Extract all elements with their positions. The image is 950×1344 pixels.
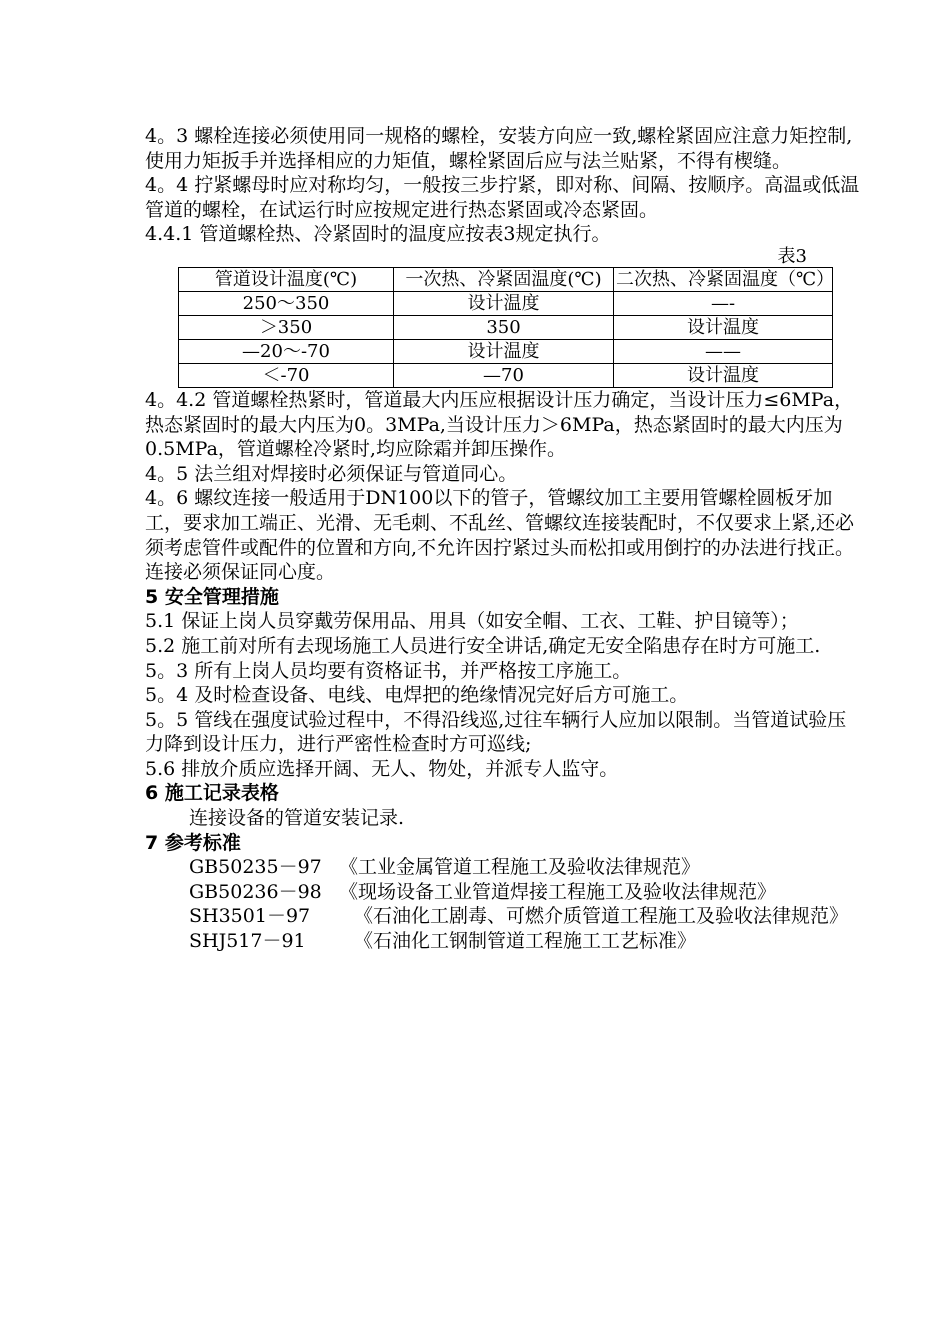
reference-title: 《石油化工剧毒、可燃介质管道工程施工及验收法律规范》 <box>354 905 849 928</box>
section-4-6: 4。6 螺纹连接一般适用于DN100以下的管子，管螺纹加工主要用管螺栓圆板牙加工，要求加工端正、光滑、无毛刺、不乱丝、管螺纹连接装配时，不仅要求上紧,还必须考虑管件或配件的位置和方向,不允许因拧紧过头而松扣或用倒拧的办法进行找正。连接必须保证同心度。 <box>145 487 855 584</box>
reference-code: GB50236－98 <box>189 880 322 903</box>
table-cell: —20～-70 <box>179 339 394 363</box>
section-5-1: 5.1 保证上岗人员穿戴劳保用品、用具（如安全帽、工衣、工鞋、护目镜等）； <box>145 610 799 633</box>
section-5-5: 5。5 管线在强度试验过程中，不得沿线巡,过往车辆行人应加以限制。当管道试验压力降到设计压力，进行严密性检查时方可巡线; <box>145 708 847 756</box>
table-cell: —70 <box>394 363 614 387</box>
table-header: 一次热、冷紧固温度(℃) <box>394 267 614 291</box>
temperature-table <box>178 267 833 388</box>
section-5-2: 5.2 施工前对所有去现场施工人员进行安全讲话,确定无安全陷患存在时方可施工. <box>145 634 821 657</box>
section-4-5: 4。5 法兰组对焊接时必须保证与管道同心。 <box>145 462 518 485</box>
section-5-6: 5.6 排放介质应选择开阔、无人、物处，并派专人监守。 <box>145 757 619 780</box>
table-row <box>179 315 833 339</box>
reference-title: 《现场设备工业管道焊接工程施工及验收法律规范》 <box>339 880 777 903</box>
reference-item <box>145 855 865 880</box>
reference-item <box>145 880 865 905</box>
reference-title: 《工业金属管道工程施工及验收法律规范》 <box>339 856 701 879</box>
heading-section-6: 6 施工记录表格 <box>145 782 279 805</box>
table-cell: ＞350 <box>179 315 394 339</box>
table-cell: ＜-70 <box>179 363 394 387</box>
document-page <box>145 124 865 954</box>
reference-title: 《石油化工钢制管道工程施工工艺标准》 <box>354 930 697 953</box>
section-4-4-1: 4.4.1 管道螺栓热、冷紧固时的温度应按表3规定执行。 <box>145 223 611 246</box>
heading-section-7: 7 参考标准 <box>145 831 241 854</box>
section-4-4: 4。4 拧紧螺母时应对称均匀，一般按三步拧紧，即对称、间隔、按顺序。高温或低温管道的螺栓，在试运行时应按规定进行热态紧固或冷态紧固。 <box>145 174 860 221</box>
section-4-3: 4。3 螺栓连接必须使用同一规格的螺栓，安装方向应一致,螺栓紧固应注意力矩控制,使用力矩扳手并选择相应的力矩值，螺栓紧固后应与法兰贴紧，不得有楔缝。 <box>145 125 853 172</box>
table-cell: —— <box>614 339 833 363</box>
table-cell: 350 <box>394 315 614 339</box>
table-header-row <box>179 267 833 291</box>
reference-item <box>145 929 865 954</box>
table-cell: 设计温度 <box>614 315 833 339</box>
table-caption: 表3 <box>777 245 807 267</box>
table-row <box>179 291 833 315</box>
reference-item <box>145 904 865 929</box>
table-cell: 设计温度 <box>394 339 614 363</box>
table-cell: —- <box>614 291 833 315</box>
table-cell: 250～350 <box>179 291 394 315</box>
section-5-4: 5。4 及时检查设备、电线、电焊把的绝缘情况完好后方可施工。 <box>145 684 689 707</box>
table-header: 管道设计温度(℃) <box>179 267 394 291</box>
section-6-text: 连接设备的管道安装记录. <box>189 807 405 830</box>
table-cell: 设计温度 <box>394 291 614 315</box>
heading-section-5: 5 安全管理措施 <box>145 585 279 608</box>
section-5-3: 5。3 所有上岗人员均要有资格证书，并严格按工序施工。 <box>145 659 632 682</box>
table-header: 二次热、冷紧固温度（℃） <box>614 267 833 291</box>
table-row <box>179 363 833 387</box>
reference-code: SHJ517－91 <box>189 930 306 953</box>
table-row <box>179 339 833 363</box>
section-4-4-2: 4。4.2 管道螺栓热紧时，管道最大内压应根据设计压力确定，当设计压力≤6MPa，热态紧固时的最大内压为0。3MPa,当设计压力＞6MPa，热态紧固时的最大内压为0.5MPa，管道螺栓冷紧时,均应除霜并卸压操作。 <box>145 388 854 461</box>
reference-code: SH3501－97 <box>189 905 311 928</box>
table-cell: 设计温度 <box>614 363 833 387</box>
reference-code: GB50235－97 <box>189 856 322 879</box>
